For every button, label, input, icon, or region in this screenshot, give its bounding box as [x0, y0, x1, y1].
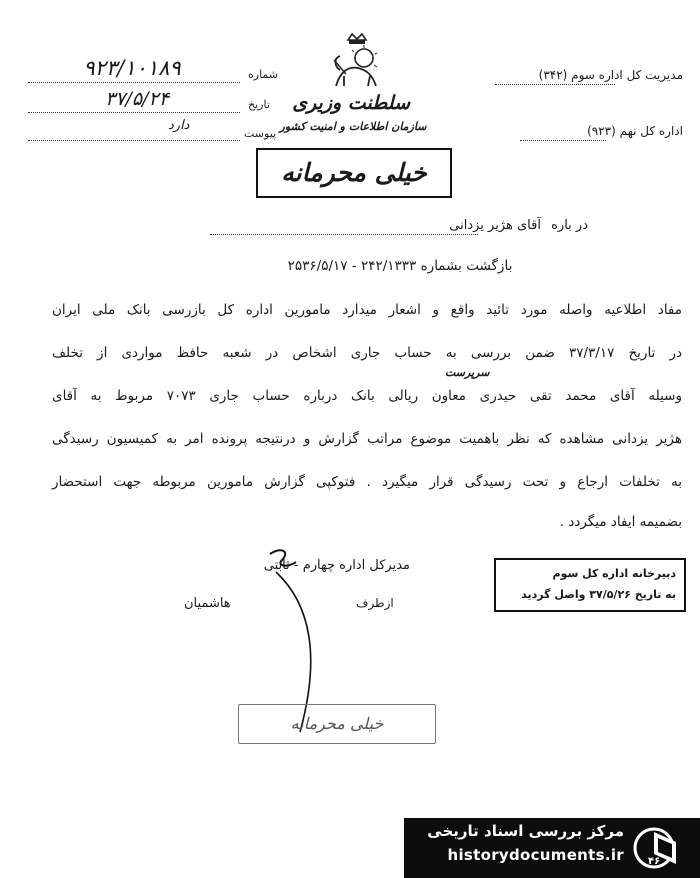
body-line-4: هژیر یزدانی مشاهده که نظر باهمیت موضوع مراتب گزارش و درنتیجه پرونده امر به کمیسیون رسیدگی — [52, 431, 682, 447]
date-label: تاریخ — [248, 98, 270, 111]
subject-line — [378, 218, 588, 233]
lion-and-sun-emblem-icon — [326, 30, 388, 94]
signature-title: مدیرکل اداره چهارم - ثابتی — [263, 558, 410, 573]
department-2-line — [520, 140, 606, 141]
date-line — [28, 112, 240, 113]
footer-brand-url: historydocuments.ir — [447, 846, 624, 864]
handwritten-insert: سرپرست — [445, 366, 490, 379]
attachment-value: دارد — [168, 118, 190, 133]
receipt-stamp — [494, 558, 686, 612]
number-line — [28, 82, 240, 83]
page-number: ۴۶ — [648, 856, 661, 867]
receipt-stamp-line-2: به تاریخ ۳۷/۵/۲۶ واصل گردید — [521, 588, 676, 601]
attachment-line — [28, 140, 240, 141]
date-value: ۳۷/۵/۲۴ — [105, 88, 169, 110]
reference-line: بازگشت بشماره ۲۴۲/۱۳۳۳ - ۲۵۳۶/۵/۱۷ — [287, 258, 513, 274]
bottom-stamp-text: خیلی محرمانه — [290, 714, 384, 733]
department-2: اداره کل نهم (۹۲۳) — [587, 124, 683, 138]
department-1-line — [495, 84, 615, 85]
body-line-5: به تخلفات ارجاع و تحت رسیدگی قرار میگیرد . فتوکپی گزارش مامورین مربوطه جهت استحضار — [52, 474, 682, 490]
receipt-stamp-line-1: دبیرخانه اداره کل سوم — [552, 567, 676, 580]
organization-name: سازمان اطلاعات و امنیت کشور — [279, 120, 427, 133]
body-line-1: مفاد اطلاعیه واصله مورد تائید واقع و اشعار میدارد مامورین اداره کل بازرسی بانک ملی ایران — [52, 302, 682, 318]
attachment-label: پیوست — [244, 127, 277, 140]
footer-brand-fa: مرکز بررسی اسناد تاریخی — [427, 822, 624, 840]
classification-stamp — [256, 148, 452, 198]
number-value: ۹۲۳/۱۰۱۸۹ — [83, 56, 181, 80]
number-label: شماره — [248, 68, 279, 81]
body-line-6: بضمیمه ایفاد میگردد . — [559, 514, 682, 530]
body-line-3: وسیله آقای محمد تقی حیدری معاون ریالی بانک درباره حساب جاری ۷۰۷۳ مربوط به آقای — [52, 388, 682, 404]
subject-value: آقای هژیر یزدانی — [449, 218, 541, 233]
bottom-stamp — [238, 704, 436, 744]
archive-logo-icon — [630, 824, 692, 872]
body-line-2: در تاریخ ۳۷/۳/۱۷ ضمن بررسی به حساب جاری اشخاص در شعبه حافظ مواردی از تخلف — [52, 345, 682, 361]
emblem-title: سلطنت وزیری — [292, 92, 410, 114]
classification-text: خیلی محرمانه — [281, 158, 427, 187]
subject-line-dots — [210, 234, 478, 235]
signer-name: هاشمیان — [184, 596, 231, 611]
on-behalf-label: ازطرف — [356, 596, 394, 610]
subject-label: در باره — [551, 218, 588, 233]
footer-watermark — [404, 818, 700, 878]
department-1: مدیریت کل اداره سوم (۳۴۲) — [538, 68, 683, 82]
